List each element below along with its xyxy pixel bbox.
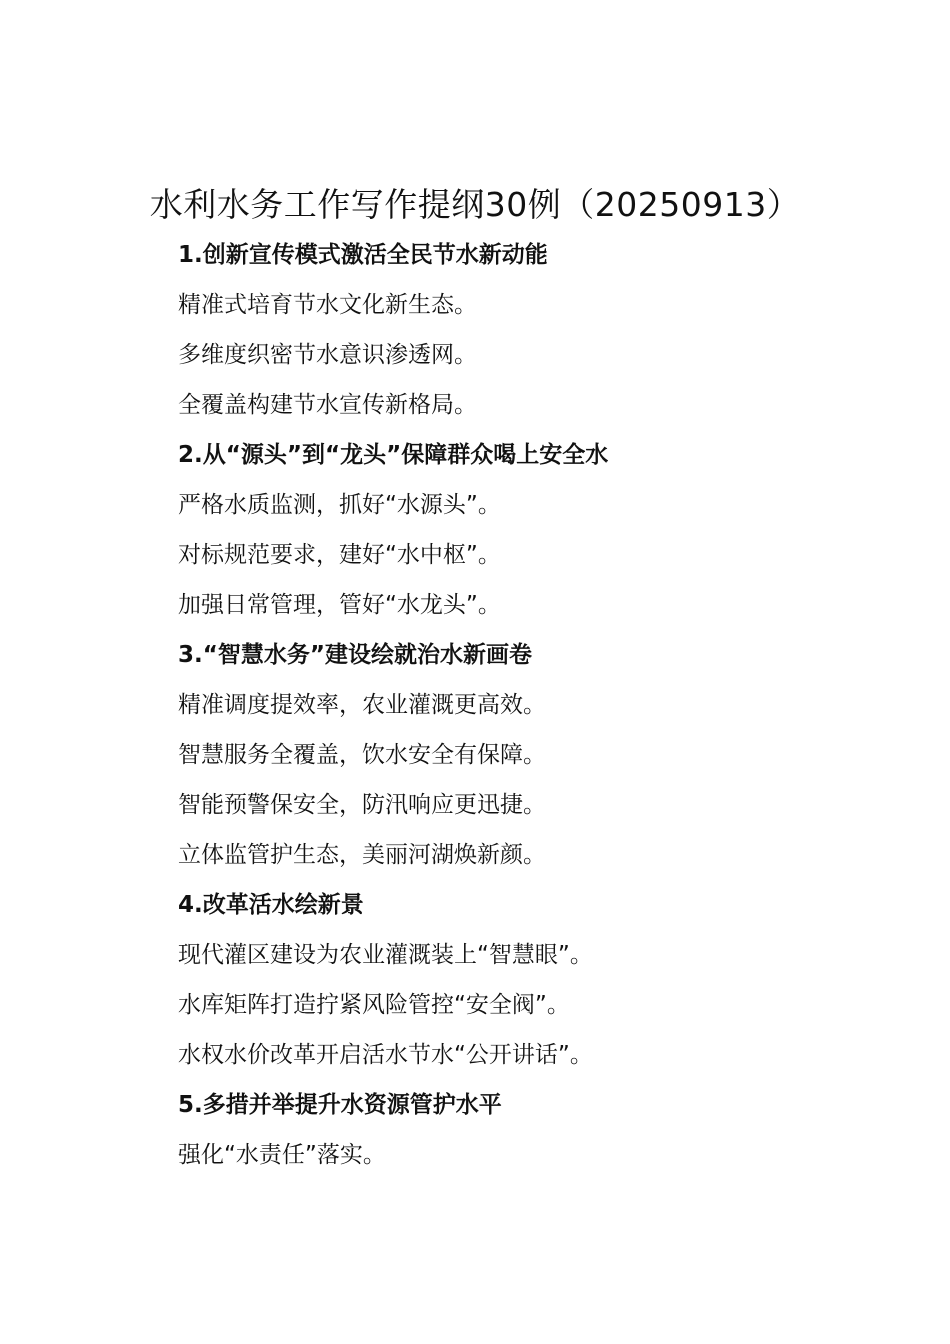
document-title: 水利水务工作写作提纲30例（20250913）: [149, 185, 801, 224]
paragraph: 智慧服务全覆盖，饮水安全有保障。: [178, 742, 546, 768]
document-body: [178, 230, 878, 1180]
paragraph: 精准调度提效率，农业灌溉更高效。: [178, 692, 546, 718]
section-heading: 2.从“源头”到“龙头”保障群众喝上安全水: [178, 442, 609, 468]
paragraph: 全覆盖构建节水宣传新格局。: [178, 392, 477, 418]
section-heading: 4.改革活水绘新景: [178, 892, 364, 918]
paragraph: 多维度织密节水意识渗透网。: [178, 342, 477, 368]
paragraph: 加强日常管理，管好“水龙头”。: [178, 592, 501, 618]
paragraph: 立体监管护生态，美丽河湖焕新颜。: [178, 842, 546, 868]
section-heading: 5.多措并举提升水资源管护水平: [178, 1092, 502, 1118]
paragraph: 水权水价改革开启活水节水“公开讲话”。: [178, 1042, 593, 1068]
paragraph: 现代灌区建设为农业灌溉装上“智慧眼”。: [178, 942, 593, 968]
paragraph: 对标规范要求，建好“水中枢”。: [178, 542, 501, 568]
paragraph: 严格水质监测，抓好“水源头”。: [178, 492, 501, 518]
paragraph: 强化“水责任”落实。: [178, 1142, 386, 1168]
paragraph: 精准式培育节水文化新生态。: [178, 292, 477, 318]
section-heading: 3.“智慧水务”建设绘就治水新画卷: [178, 642, 532, 668]
paragraph: 智能预警保安全，防汛响应更迅捷。: [178, 792, 546, 818]
section-heading: 1.创新宣传模式激活全民节水新动能: [178, 242, 548, 268]
paragraph: 水库矩阵打造拧紧风险管控“安全阀”。: [178, 992, 570, 1018]
